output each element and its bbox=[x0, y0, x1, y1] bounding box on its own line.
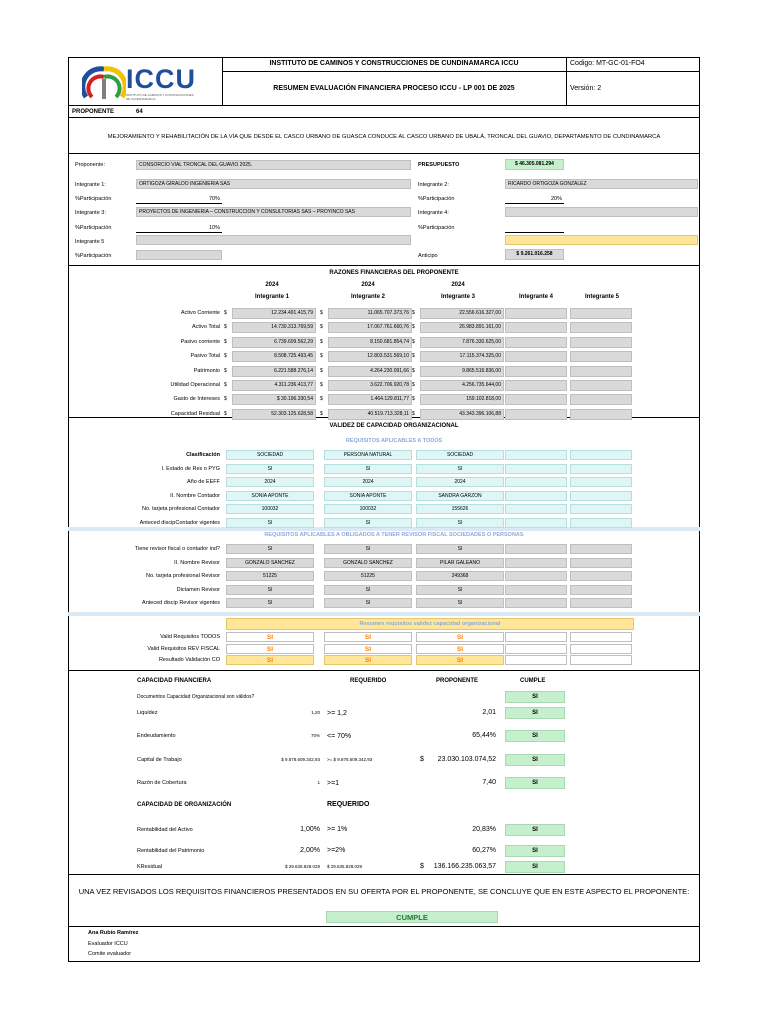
validez-label: I. Estado de Res o PYG bbox=[161, 465, 220, 472]
currency-sign: $ bbox=[320, 367, 323, 374]
currency-sign: $ bbox=[320, 310, 323, 316]
capacidad-proponente-value: 60,27% bbox=[472, 847, 496, 854]
col-header-int3: Integrante 3 bbox=[440, 294, 475, 300]
currency-sign: $ bbox=[224, 396, 227, 403]
validez-empty-cell bbox=[570, 598, 632, 608]
participacion5-value bbox=[136, 250, 222, 260]
validez-label: Anteced discipContador vigentes bbox=[139, 519, 220, 526]
validez-value-cell: 100032 bbox=[226, 504, 314, 514]
integrante1-label: Integrante 1: bbox=[75, 182, 106, 188]
validez-empty-cell bbox=[505, 450, 567, 460]
resumen-value-cell: SI bbox=[416, 632, 504, 642]
validez-title: VALIDEZ DE CAPACIDAD ORGANIZACIONAL bbox=[329, 423, 459, 429]
razon-label: Gasto de Intereses bbox=[173, 396, 220, 403]
capacidad-proponente-value: 20,83% bbox=[472, 826, 496, 833]
validez-label: II. Nombre Contador bbox=[170, 492, 220, 499]
validez-value-cell: 100032 bbox=[324, 504, 412, 514]
resumen-empty-cell bbox=[570, 655, 632, 665]
validez-value-cell: SI bbox=[324, 598, 412, 608]
capacidad-proponente-value: 2,01 bbox=[482, 709, 496, 716]
razon-label: Activo Total bbox=[191, 324, 220, 331]
razon-value-cell: 9.865.516.836,00 bbox=[420, 366, 504, 377]
project-object: MEJORAMIENTO Y REHABILITACIÓN DE LA VÍA QUE DESDE EL CASCO URBANO DE GUASCA CONDUCE AL CASCO URBANO DE UBALÁ, TRONCAL DEL GUAVIO, DEPARTAMENTO DE CUNDINAMARCA bbox=[107, 134, 661, 140]
capacidad-threshold: $ 9.878.609.342,93 bbox=[281, 757, 320, 762]
capacidad-cumple-header: CUMPLE bbox=[520, 678, 546, 684]
validez-empty-cell bbox=[570, 491, 632, 501]
razon-label: Utilidad Operacional bbox=[170, 382, 220, 388]
doc-code: Codigo: MT-GC-01-FO4 bbox=[570, 60, 645, 67]
razones-title: RAZONES FINANCIERAS DEL PROPONENTE bbox=[329, 270, 459, 276]
capacidad-requerido: >= $ 9.878.609.342,93 bbox=[327, 757, 373, 762]
capacidad-cumple: SI bbox=[505, 861, 565, 873]
resumen-value-cell: SI bbox=[226, 655, 314, 665]
validez-value-cell: SI bbox=[324, 518, 412, 528]
validez-empty-cell bbox=[570, 464, 632, 474]
razon-value-cell: 14.730.313.769,59 bbox=[232, 322, 316, 333]
validez-empty-cell bbox=[570, 477, 632, 487]
razon-value-cell: 22.556.616.327,00 bbox=[420, 308, 504, 319]
validez-empty-cell bbox=[505, 491, 567, 501]
resumen-label: Valid Requisitos TODOS bbox=[160, 634, 220, 640]
integrante5-value bbox=[136, 235, 411, 245]
razon-value-cell: 8.150.681.854,74 bbox=[328, 337, 412, 348]
capacidad-label: Rentabilidad del Activo bbox=[137, 827, 193, 833]
validez-empty-cell bbox=[570, 518, 632, 528]
razon-empty-cell bbox=[570, 337, 632, 348]
capacidad-organizacion-title: CAPACIDAD DE ORGANIZACIÓN bbox=[137, 802, 232, 808]
razon-value-cell: 8.508.725.493,45 bbox=[232, 351, 316, 362]
validez-empty-cell bbox=[505, 558, 567, 568]
validez-value-cell: 2024 bbox=[226, 477, 314, 487]
validez-value-cell: SI bbox=[226, 585, 314, 595]
razon-value-cell: 1.464.129.811,77 bbox=[328, 394, 412, 405]
razon-empty-cell bbox=[505, 394, 567, 405]
validez-empty-cell bbox=[570, 585, 632, 595]
document-title: RESUMEN EVALUACIÓN FINANCIERA PROCESO ICCU - LP 001 DE 2025 bbox=[273, 85, 515, 92]
doc-version: Versión: 2 bbox=[570, 85, 602, 92]
validez-label: II. Nombre Revisor bbox=[174, 559, 220, 566]
institution-title: INSTITUTO DE CAMINOS Y CONSTRUCCIONES DE CUNDINAMARCA ICCU bbox=[269, 60, 519, 67]
col-header-int4: Integrante 4 bbox=[518, 294, 553, 300]
year-col1: 2024 bbox=[265, 282, 279, 288]
razon-value-cell: 11.065.707.373,76 bbox=[328, 308, 412, 319]
razon-value-cell: 4.311.236.413,77 bbox=[232, 380, 316, 391]
validez-value-cell: PILAR GALEANO bbox=[416, 558, 504, 568]
validez-value-cell: SI bbox=[226, 518, 314, 528]
validez-label: Dictamen Revisor bbox=[176, 586, 220, 593]
razon-value-cell: 12.803.531.569,10 bbox=[328, 351, 412, 362]
validez-label: Clasificación bbox=[186, 452, 220, 458]
participacion1-label: %Participación bbox=[75, 196, 112, 202]
participacion5-label: %Participación bbox=[75, 253, 112, 259]
currency-sign: $ bbox=[224, 367, 227, 374]
conclusion-text: UNA VEZ REVISADOS LOS REQUISITOS FINANCIEROS PRESENTADOS EN SU OFERTA POR EL PROPONENTE, SE CONCLUYE QUE EN ESTE ASPECTO EL PROPONENTE: bbox=[78, 887, 690, 896]
capacidad-financiera-title: CAPACIDAD FINANCIERA bbox=[137, 678, 212, 684]
resumen-value-cell: SI bbox=[416, 655, 504, 665]
razon-label: Capacidad Residual bbox=[170, 410, 220, 417]
validez-value-cell: SOCIEDAD bbox=[416, 450, 504, 460]
logo-arc-icon bbox=[82, 63, 126, 103]
razon-empty-cell bbox=[505, 380, 567, 391]
validez-label: No. tarjeta profesional Revisor bbox=[146, 573, 220, 579]
validez-value-cell: SI bbox=[324, 464, 412, 474]
currency-sign: $ bbox=[412, 338, 415, 345]
currency-sign: $ bbox=[224, 410, 227, 417]
razon-value-cell: 26.983.891.161,00 bbox=[420, 322, 504, 333]
validez-empty-cell bbox=[505, 571, 567, 581]
anticipo-value: $ 9.261.016.258 bbox=[505, 249, 564, 260]
capacidad-label: Liquidez bbox=[137, 710, 158, 716]
validez-value-cell: 2024 bbox=[416, 477, 504, 487]
razon-empty-cell bbox=[505, 322, 567, 333]
capacidad-requerido: >= 1% bbox=[327, 826, 348, 833]
col-header-int1: Integrante 1 bbox=[254, 294, 289, 300]
validez-value-cell: PERSONA NATURAL bbox=[324, 450, 412, 460]
validez-empty-cell bbox=[570, 504, 632, 514]
razon-empty-cell bbox=[505, 409, 567, 420]
currency-sign: $ bbox=[224, 353, 227, 360]
docs-question: Documentos Capacidad Organizacional son válidos? bbox=[137, 694, 255, 700]
validez-empty-cell bbox=[505, 598, 567, 608]
razon-empty-cell bbox=[505, 308, 567, 319]
validez-value-cell: SOCIEDAD bbox=[226, 450, 314, 460]
validez-empty-cell bbox=[505, 504, 567, 514]
participacion2-value: 20% bbox=[550, 196, 562, 202]
capacidad-threshold: 1,20 bbox=[311, 710, 320, 715]
validez-empty-cell bbox=[505, 544, 567, 554]
capacidad-threshold: 2,00% bbox=[300, 847, 320, 854]
integrante2-label: Integrante 2: bbox=[418, 182, 449, 188]
validez-empty-cell bbox=[570, 544, 632, 554]
currency-sign: $ bbox=[320, 338, 323, 345]
integrante5-extra bbox=[505, 235, 698, 245]
razon-label: Activo Corriente bbox=[180, 310, 220, 316]
validez-value-cell: SI bbox=[324, 544, 412, 554]
razon-value-cell: $ 30.196.330,54 bbox=[232, 394, 316, 405]
capacidad-label: Endeudamiento bbox=[137, 733, 176, 739]
currency-sign: $ bbox=[320, 353, 323, 360]
currency-sign: $ bbox=[224, 382, 227, 388]
validez-value-cell: SONIA APONTE bbox=[226, 491, 314, 501]
capacidad-requerido-header: REQUERIDO bbox=[350, 678, 387, 684]
razon-value-cell: 6.221.588.276,14 bbox=[232, 366, 316, 377]
capacidad-cumple: SI bbox=[505, 730, 565, 742]
validez-empty-cell bbox=[505, 585, 567, 595]
capacidad-label: Razón de Cobertura bbox=[137, 780, 187, 786]
currency-sign: $ bbox=[320, 324, 323, 331]
currency-sign: $ bbox=[320, 382, 323, 388]
resumen-title: Resumen requisitos validez capacidad organizacional bbox=[226, 618, 634, 630]
razon-empty-cell bbox=[505, 337, 567, 348]
currency-sign: $ bbox=[320, 410, 323, 417]
currency-sign: $ bbox=[412, 396, 415, 403]
year-col2: 2024 bbox=[361, 282, 375, 288]
validez-value-cell: SI bbox=[324, 585, 412, 595]
capacidad-requerido: >=1 bbox=[327, 780, 340, 787]
capacidad-proponente-value: 65,44% bbox=[472, 732, 496, 739]
participacion3-label: %Participación bbox=[75, 225, 112, 231]
participacion3-value: 10% bbox=[208, 225, 220, 231]
razon-empty-cell bbox=[570, 409, 632, 420]
logo-subtext: INSTITUTO DE CAMINOS Y CONSTRUCCIONES DE CUNDINAMARCA bbox=[126, 93, 194, 101]
validez-value-cell: SI bbox=[416, 518, 504, 528]
razon-empty-cell bbox=[505, 351, 567, 362]
capacidad-proponente-value: 136.166.235.063,57 bbox=[433, 863, 496, 870]
validez-label: No. tarjeta profesional Contador bbox=[142, 506, 220, 512]
capacidad-dollar: $ bbox=[420, 756, 424, 763]
capacidad-cumple: SI bbox=[505, 824, 565, 836]
integrante3-label: Integrante 3: bbox=[75, 210, 106, 216]
validez-value-cell: GONZALO SANCHEZ bbox=[226, 558, 314, 568]
capacidad-requerido: <= 70% bbox=[327, 733, 352, 740]
validez-value-cell: SANDRA GARZON bbox=[416, 491, 504, 501]
razon-empty-cell bbox=[505, 366, 567, 377]
resumen-value-cell: SI bbox=[226, 632, 314, 642]
requisitos-todos-subtitle: REQUISITOS APLICABLES A TODOS bbox=[345, 438, 443, 444]
resumen-label: Valid Requisitos REV FISCAL bbox=[147, 645, 220, 652]
validez-value-cell: SI bbox=[416, 464, 504, 474]
iccu-logo bbox=[82, 63, 212, 103]
evaluator-role: Evaluador ICCU bbox=[88, 941, 128, 947]
capacidad-proponente-value: 7,40 bbox=[482, 779, 496, 786]
validez-value-cell: SI bbox=[416, 544, 504, 554]
integrante3-value: PROYECTOS DE INGENIERIA – CONSTRUCCION Y CONSULTORIAS SAS – PROYINCO SAS bbox=[136, 207, 411, 217]
capacidad-requerido: >= 1,2 bbox=[327, 710, 347, 717]
capacidad-cumple: SI bbox=[505, 777, 565, 789]
resumen-value-cell: SI bbox=[324, 632, 412, 642]
validez-label: Tiene revisor fiscal o contador ind? bbox=[134, 546, 220, 552]
razon-empty-cell bbox=[570, 380, 632, 391]
razon-label: Pasivo corriente bbox=[180, 338, 220, 345]
capacidad-threshold: 70% bbox=[310, 733, 320, 738]
requisitos-rev-subtitle: REQUISITOS APLICABLES A OBLIGADOS A TENER REVISOR FISCAL SOCIEDADES O PERSONAS bbox=[264, 532, 524, 538]
col-header-int5: Integrante 5 bbox=[584, 294, 619, 300]
validez-label: Año de EEFF bbox=[186, 479, 220, 485]
validez-value-cell: 2024 bbox=[324, 477, 412, 487]
proponente-info-label: Proponente: bbox=[75, 162, 105, 168]
currency-sign: $ bbox=[320, 396, 323, 403]
conclusion-result: CUMPLE bbox=[326, 911, 498, 923]
separator-2 bbox=[68, 612, 700, 616]
proponente-number: 64 bbox=[136, 109, 143, 115]
razon-value-cell: 17.067.761.660,76 bbox=[328, 322, 412, 333]
evaluator-name: Ana Rubio Ramírez bbox=[88, 930, 139, 936]
participacion1-value: 70% bbox=[208, 196, 220, 202]
razon-value-cell: 4.256.735.644,00 bbox=[420, 380, 504, 391]
integrante4-label: Integrante 4: bbox=[418, 210, 449, 216]
integrante1-value: ORTIGOZA GIRALDO INGENIERIA SAS bbox=[136, 179, 411, 189]
anticipo-label: Anticipo bbox=[418, 253, 438, 259]
capacidad-threshold: $ 29.635.828.029 bbox=[284, 864, 320, 869]
organizacion-requerido-header: REQUERIDO bbox=[327, 801, 370, 808]
razon-value-cell: 159.102.818,00 bbox=[420, 394, 504, 405]
currency-sign: $ bbox=[224, 310, 227, 316]
capacidad-cumple: SI bbox=[505, 845, 565, 857]
capacidad-dollar: $ bbox=[420, 863, 424, 870]
razon-value-cell: 40.519.713.328,11 bbox=[328, 409, 412, 420]
currency-sign: $ bbox=[412, 310, 415, 316]
validez-empty-cell bbox=[570, 558, 632, 568]
participacion4-label: %Participación bbox=[418, 225, 455, 231]
presupuesto-value: $ 46.305.081.294 bbox=[505, 159, 564, 170]
capacidad-threshold: 1 bbox=[317, 780, 320, 785]
razon-empty-cell bbox=[570, 394, 632, 405]
validez-value-cell: 155626 bbox=[416, 504, 504, 514]
razon-label: Patrimonio bbox=[193, 367, 220, 374]
razon-empty-cell bbox=[570, 322, 632, 333]
razon-value-cell: 12.234.491.415,79 bbox=[232, 308, 316, 319]
razon-value-cell: 6.739.609.562,29 bbox=[232, 337, 316, 348]
currency-sign: $ bbox=[412, 382, 415, 388]
capacidad-cumple: SI bbox=[505, 754, 565, 766]
year-col3: 2024 bbox=[451, 282, 465, 288]
docs-cumple: SI bbox=[505, 691, 565, 703]
resumen-value-cell: SI bbox=[324, 655, 412, 665]
capacidad-proponente-value: 23.030.103.074,52 bbox=[437, 756, 496, 763]
presupuesto-label: PRESUPUESTO bbox=[418, 162, 460, 168]
currency-sign: $ bbox=[412, 353, 415, 360]
validez-label: Anteced discip Revisor vigentes bbox=[142, 600, 220, 606]
proponente-label: PROPONENTE bbox=[72, 109, 115, 115]
validez-empty-cell bbox=[505, 518, 567, 528]
integrante5-label: Integrante 5 bbox=[75, 239, 105, 245]
validez-empty-cell bbox=[505, 477, 567, 487]
resumen-value-cell: SI bbox=[226, 644, 314, 654]
capacidad-cumple: SI bbox=[505, 707, 565, 719]
evaluator-committee: Comite evaluador bbox=[88, 951, 132, 957]
validez-value-cell: GONZALO SANCHEZ bbox=[324, 558, 412, 568]
razon-value-cell: 3.622.706.920,78 bbox=[328, 380, 412, 391]
resumen-empty-cell bbox=[505, 644, 567, 654]
validez-value-cell: SI bbox=[226, 464, 314, 474]
currency-sign: $ bbox=[224, 324, 227, 331]
validez-value-cell: SI bbox=[416, 585, 504, 595]
resumen-empty-cell bbox=[570, 644, 632, 654]
razon-value-cell: 52.303.125.628,58 bbox=[232, 409, 316, 420]
razon-label: Pasivo Total bbox=[190, 353, 220, 360]
integrante2-value: RICARDO ORTIGOZA GONZALEZ bbox=[505, 179, 698, 189]
validez-value-cell: 51225 bbox=[226, 571, 314, 581]
razon-empty-cell bbox=[570, 351, 632, 362]
validez-value-cell: SONIA APONTE bbox=[324, 491, 412, 501]
capacidad-label: KResidual bbox=[137, 864, 163, 870]
validez-empty-cell bbox=[570, 450, 632, 460]
capacidad-requerido: $ 29.635.828.029 bbox=[327, 864, 363, 869]
razon-value-cell: 4.264.230.091,66 bbox=[328, 366, 412, 377]
validez-value-cell: SI bbox=[416, 598, 504, 608]
resumen-empty-cell bbox=[505, 655, 567, 665]
col-header-int2: Integrante 2 bbox=[350, 294, 385, 300]
capacidad-requerido: >=2% bbox=[327, 847, 346, 854]
currency-sign: $ bbox=[224, 338, 227, 345]
currency-sign: $ bbox=[412, 410, 415, 417]
currency-sign: $ bbox=[412, 324, 415, 331]
logo-text: ICCU bbox=[126, 64, 196, 94]
resumen-value-cell: SI bbox=[324, 644, 412, 654]
resumen-empty-cell bbox=[505, 632, 567, 642]
separator-1 bbox=[68, 527, 700, 531]
razon-value-cell: 17.115.374.325,00 bbox=[420, 351, 504, 362]
razon-value-cell: 43.343.396.106,88 bbox=[420, 409, 504, 420]
capacidad-threshold: 1,00% bbox=[300, 826, 320, 833]
razon-value-cell: 7.876.330.625,00 bbox=[420, 337, 504, 348]
razon-empty-cell bbox=[570, 308, 632, 319]
razon-empty-cell bbox=[570, 366, 632, 377]
validez-value-cell: 51225 bbox=[324, 571, 412, 581]
validez-value-cell: SI bbox=[226, 544, 314, 554]
validez-empty-cell bbox=[505, 464, 567, 474]
validez-empty-cell bbox=[570, 571, 632, 581]
participacion2-label: %Participación bbox=[418, 196, 455, 202]
capacidad-proponente-header: PROPONENTE bbox=[436, 678, 479, 684]
resumen-empty-cell bbox=[570, 632, 632, 642]
integrante4-value bbox=[505, 207, 698, 217]
resumen-label: Resultado Validación CO bbox=[158, 657, 220, 663]
validez-value-cell: 249368 bbox=[416, 571, 504, 581]
capacidad-label: Capital de Trabajo bbox=[137, 757, 182, 763]
capacidad-label: Rentabilidad del Patrimonio bbox=[137, 848, 205, 854]
currency-sign: $ bbox=[412, 367, 415, 374]
resumen-value-cell: SI bbox=[416, 644, 504, 654]
proponente-info-value: CONSORCIO VIAL TRONCAL DEL GUAVIO 2025. bbox=[136, 160, 411, 170]
validez-value-cell: SI bbox=[226, 598, 314, 608]
